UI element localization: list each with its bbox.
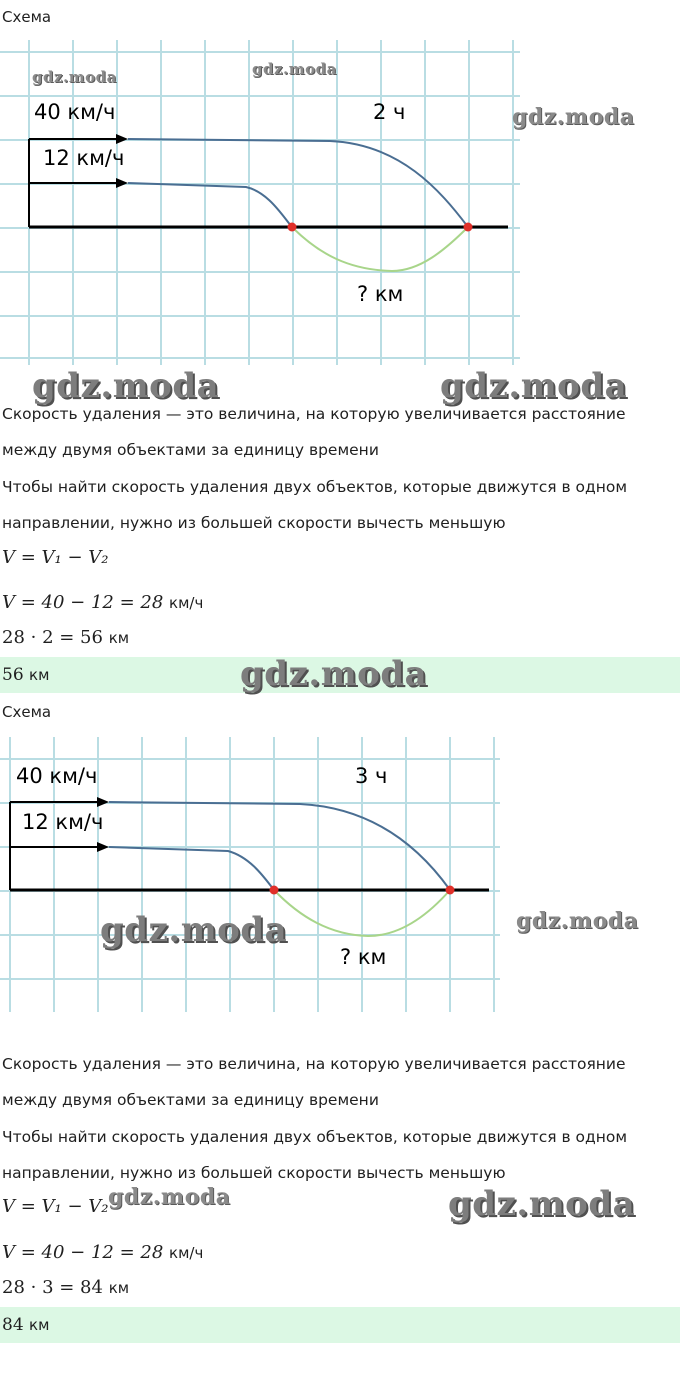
speed-formula-unit: км/ч — [169, 1244, 204, 1262]
arrow-slow-head — [97, 842, 109, 852]
speed-formula-expression: V = 40 − 12 = 28 — [2, 1242, 164, 1263]
speed-formula-expression: V = 40 − 12 = 28 — [2, 592, 164, 613]
definition-text: Скорость удаления — это величина, на которую увеличивается расстояние между двумя объектами за единицу времени — [2, 1055, 626, 1109]
distance-formula-unit: км — [108, 629, 130, 647]
watermark: gdz.moda — [240, 654, 428, 694]
speed-fast-label: 40 км/ч — [34, 100, 116, 124]
watermark: gdz.moda — [440, 366, 628, 406]
arrow-fast-head — [116, 134, 128, 144]
question-label: ? км — [340, 945, 387, 969]
motion-scheme-diagram — [0, 40, 520, 365]
time-label: 2 ч — [373, 100, 406, 124]
point-fast — [446, 886, 455, 895]
arrow-fast-head — [97, 797, 109, 807]
watermark: gdz.moda — [512, 104, 635, 130]
watermark: gdz.moda — [252, 60, 337, 78]
rule-text: Чтобы найти скорость удаления двух объектов, которые движутся в одном направлении, нужно из большей скорости вычесть меньшую — [2, 478, 628, 532]
watermark: gdz.moda — [516, 908, 639, 934]
distance-formula — [2, 1277, 129, 1298]
general-formula: V = V₁ − V₂ — [2, 1196, 109, 1217]
scheme-label: Схема — [2, 8, 52, 26]
watermark: gdz.moda — [100, 910, 288, 950]
distance-formula-expression: 28 · 2 = 56 — [2, 627, 103, 648]
definition-text: Скорость удаления — это величина, на которую увеличивается расстояние между двумя объектами за единицу времени — [2, 405, 626, 459]
watermark: gdz.moda — [448, 1184, 636, 1224]
grid — [0, 40, 520, 365]
point-fast — [464, 223, 473, 232]
answer-value: 56 — [2, 665, 24, 685]
speed-formula-unit: км/ч — [169, 594, 204, 612]
distance-formula-unit: км — [108, 1279, 130, 1297]
speed-formula — [2, 1242, 203, 1263]
distance-formula-expression: 28 · 3 = 84 — [2, 1277, 103, 1298]
watermark: gdz.moda — [108, 1184, 231, 1210]
time-label: 3 ч — [355, 764, 388, 788]
question-label: ? км — [357, 282, 404, 306]
rule-text: Чтобы найти скорость удаления двух объектов, которые движутся в одном направлении, нужно из большей скорости вычесть меньшую — [2, 1128, 628, 1182]
point-slow — [270, 886, 279, 895]
scheme-label: Схема — [2, 703, 52, 721]
watermark: gdz.moda — [32, 68, 117, 86]
speed-formula — [2, 592, 203, 613]
speed-slow-label: 12 км/ч — [43, 146, 125, 170]
answer-unit: км — [29, 666, 50, 684]
curve-slow — [128, 183, 292, 227]
answer-block — [0, 1307, 680, 1343]
point-slow — [288, 223, 297, 232]
arrow-slow-head — [116, 178, 128, 188]
curve-slow — [109, 847, 274, 890]
motion-scheme-diagram — [0, 737, 500, 1012]
answer-value: 84 — [2, 1315, 24, 1335]
speed-slow-label: 12 км/ч — [22, 810, 104, 834]
distance-formula — [2, 627, 129, 648]
speed-fast-label: 40 км/ч — [16, 764, 98, 788]
watermark: gdz.moda — [32, 366, 220, 406]
answer-unit: км — [29, 1316, 50, 1334]
general-formula: V = V₁ − V₂ — [2, 547, 109, 568]
